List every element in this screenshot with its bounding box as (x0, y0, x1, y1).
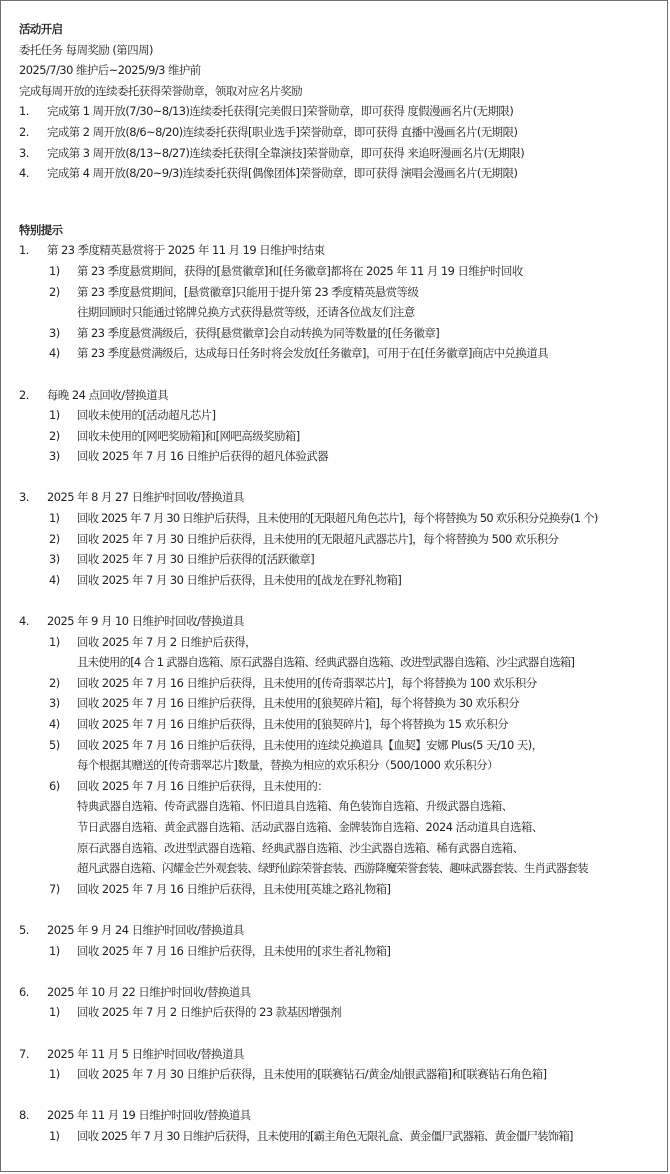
section-number: 8. (19, 1108, 29, 1123)
notice-subitem (19, 714, 661, 735)
notice-section-heading (19, 611, 661, 632)
subitem-text: 第 23 季度悬赏满级后，获得[悬赏徽章]会自动转换为同等数量的[任务徽章] (77, 325, 440, 340)
notice-section-heading (19, 982, 661, 1003)
subitem-number: 3) (49, 325, 60, 340)
notice-subitem (19, 673, 661, 694)
subitem-number: 5) (49, 737, 60, 752)
subitem-text: 回收 2025 年 7 月 16 日维护后获得，且未使用的[狼契碎片箱]，每个将替换为 30 欢乐积分 (77, 696, 520, 711)
subitem-text: 回收 2025 年 7 月 16 日维护后获得，且未使用的[传奇翡翠芯片]，每个将替换为 100 欢乐积分 (77, 675, 537, 690)
subitem-number: 4) (49, 346, 60, 361)
notice-subitem (19, 1002, 661, 1023)
section-text: 2025 年 9 月 24 日维护时回收/替换道具 (47, 922, 244, 937)
notice-subitem (19, 343, 661, 364)
activity-item (19, 163, 661, 184)
subitem-continuation: 原石武器自选箱、改进型武器自选箱、经典武器自选箱、沙尘武器自选箱、稀有武器自选箱、 (77, 840, 524, 855)
item-number: 1. (19, 104, 29, 119)
section-text: 每晚 24 点回收/替换道具 (47, 387, 169, 402)
section-number: 7. (19, 1046, 29, 1061)
subitem-number: 1) (49, 1005, 60, 1020)
subitem-number: 4) (49, 717, 60, 731)
subitem-number: 1) (49, 1128, 60, 1143)
activity-period: 2025/7/30 维护后~2025/9/3 维护前 (19, 63, 201, 78)
activity-item (19, 101, 661, 122)
subitem-text: 回收 2025 年 7 月 16 日维护后获得，且未使用[英雄之路礼物箱] (77, 881, 391, 896)
subitem-text: 第 23 季度悬赏满级后，达成每日任务时将会发放[任务徽章]，可用于在[任务徽章]商店中兑换道具 (77, 346, 549, 361)
notice-subitem (19, 282, 661, 303)
subitem-text: 回收 2025 年 7 月 30 日维护后获得的[活跃徽章] (77, 552, 315, 567)
subitem-text: 回收 2025 年 7 月 30 日维护后获得，且未使用的[无限超凡角色芯片]，每个将替换为 50 欢乐积分兑换券(1 个) (77, 511, 598, 526)
activity-subtitle: 委托任务 每周奖励 (第四周) (19, 42, 153, 57)
notice-subitem (19, 1064, 661, 1085)
section-text: 2025 年 8 月 27 日维护时回收/替换道具 (47, 490, 244, 505)
section-text: 2025 年 10 月 22 日维护时回收/替换道具 (47, 984, 251, 999)
subitem-text: 回收 2025 年 7 月 16 日维护后获得，且未使用的[求生者礼物箱] (77, 943, 391, 958)
subitem-number: 7) (49, 881, 60, 896)
subitem-number: 3) (49, 552, 60, 567)
notice-subitem (19, 508, 661, 529)
section-text: 第 23 季度精英悬赏将于 2025 年 11 月 19 日维护时结束 (47, 243, 325, 258)
subitem-number: 1) (49, 408, 60, 423)
subitem-text: 回收 2025 年 7 月 16 日维护后获得的超凡体验武器 (77, 449, 329, 464)
subitem-number: 4) (49, 572, 60, 587)
notice-subitem (19, 446, 661, 467)
section-number: 1. (19, 243, 29, 258)
notice-subitem (19, 776, 661, 797)
subitem-number: 2) (49, 675, 60, 690)
notice-subitem (19, 1126, 661, 1147)
subitem-text: 回收 2025 年 7 月 30 日维护后获得，且未使用的[战龙在野礼物箱] (77, 572, 402, 587)
notice-section-heading (19, 1044, 661, 1065)
section-number: 6. (19, 984, 29, 999)
subitem-continuation: 每个根据其赠送的[传奇翡翠芯片]数量，替换为相应的欢乐积分（500/1000 欢乐积分） (77, 758, 498, 773)
notice-subitem (19, 405, 661, 426)
item-text: 完成第 3 周开放(8/13~8/27)连续委托获得[全靠演技]荣誉勋章，即可获得 来追呀漫画名片(无期限) (47, 145, 525, 160)
item-number: 2. (19, 124, 29, 139)
subitem-continuation: 往期回顾时只能通过铭牌兑换方式获得悬赏等级，还请各位战友们注意 (77, 305, 415, 320)
notice-subitem (19, 426, 661, 447)
document-content (1, 1, 667, 1146)
item-text: 完成第 1 周开放(7/30~8/13)连续委托获得[完美假日]荣誉勋章，即可获得 度假漫画名片(无期限) (47, 104, 514, 119)
section-number: 5. (19, 922, 29, 937)
subitem-number: 6) (49, 778, 60, 793)
subitem-text: 回收 2025 年 7 月 2 日维护后获得， (77, 634, 257, 649)
activity-item (19, 122, 661, 143)
activity-item (19, 143, 661, 164)
subitem-text: 回收 2025 年 7 月 16 日维护后获得，且未使用的[狼契碎片]，每个将替换为 15 欢乐积分 (77, 717, 509, 731)
subitem-text: 回收未使用的[网吧奖励箱]和[网吧高级奖励箱] (77, 428, 300, 443)
item-text: 完成第 4 周开放(8/20~9/3)连续委托获得[偶像团体]荣誉勋章，即可获得 演唱会漫画名片(无期限) (47, 166, 518, 181)
subitem-number: 1) (49, 634, 60, 649)
subitem-number: 2) (49, 531, 60, 546)
subitem-text: 回收 2025 年 7 月 30 日维护后获得，且未使用的[霸主角色无限礼盒、黄金僵尸武器箱、黄金僵尸装饰箱] (77, 1128, 573, 1143)
notice-subitem (19, 941, 661, 962)
notice-subitem (19, 261, 661, 282)
subitem-text: 回收 2025 年 7 月 30 日维护后获得，且未使用的[联赛钻石/黄金/灿银武器箱]和[联赛钻石角色箱] (77, 1067, 547, 1082)
section-number: 2. (19, 387, 29, 402)
notice-subitem (19, 693, 661, 714)
notice-section-heading (19, 385, 661, 406)
subitem-text: 第 23 季度悬赏期间，[悬赏徽章]只能用于提升第 23 季度精英悬赏等级 (77, 284, 419, 299)
item-text: 完成第 2 周开放(8/6~8/20)连续委托获得[职业选手]荣誉勋章，即可获得 直播中漫画名片(无期限) (47, 124, 518, 139)
subitem-number: 1) (49, 263, 60, 278)
subitem-number: 2) (49, 428, 60, 443)
section-text: 2025 年 11 月 19 日维护时回收/替换道具 (47, 1108, 251, 1123)
notice-section-heading (19, 240, 661, 261)
subitem-text: 回收 2025 年 7 月 30 日维护后获得，且未使用的[无限超凡武器芯片]，每个将替换为 500 欢乐积分 (77, 531, 559, 546)
section-text: 2025 年 11 月 5 日维护时回收/替换道具 (47, 1046, 244, 1061)
subitem-text: 第 23 季度悬赏期间，获得的[悬赏徽章]和[任务徽章]都将在 2025 年 11 月 19 日维护时回收 (77, 263, 523, 278)
subitem-number: 1) (49, 943, 60, 958)
section-number: 3. (19, 490, 29, 505)
notice-section-heading (19, 920, 661, 941)
notice-title: 特别提示 (19, 222, 63, 237)
item-number: 3. (19, 145, 29, 160)
subitem-continuation: 节日武器自选箱、黄金武器自选箱、活动武器自选箱、金牌装饰自选箱、2024 活动道具自选箱、 (77, 819, 543, 834)
activity-title: 活动开启 (19, 22, 63, 36)
notice-subitem (19, 879, 661, 900)
subitem-number: 1) (49, 511, 60, 526)
subitem-number: 3) (49, 696, 60, 711)
notice-subitem (19, 570, 661, 591)
subitem-continuation: 超凡武器自选箱、闪耀金芒外观套装、绿野仙踪荣誉套装、西游降魔荣誉套装、趣味武器套装、生肖武器套装 (77, 861, 588, 876)
notice-section-heading (19, 1105, 661, 1126)
activity-description: 完成每周开放的连续委托获得荣誉勋章，领取对应名片奖励 (19, 83, 303, 98)
item-number: 4. (19, 166, 29, 181)
subitem-text: 回收 2025 年 7 月 16 日维护后获得，且未使用的连续兑换道具【血契】安娜 Plus(5 天/10 天)， (77, 737, 543, 752)
subitem-text: 回收未使用的[活动超凡芯片] (77, 408, 216, 423)
section-number: 4. (19, 614, 29, 629)
notice-section-heading (19, 487, 661, 508)
notice-subitem (19, 323, 661, 344)
notice-subitem (19, 632, 661, 653)
subitem-number: 3) (49, 449, 60, 464)
subitem-text: 回收 2025 年 7 月 16 日维护后获得，且未使用的： (77, 778, 329, 793)
subitem-number: 2) (49, 284, 60, 299)
subitem-text: 回收 2025 年 7 月 2 日维护后获得的 23 款基因增强剂 (77, 1005, 342, 1020)
subitem-number: 1) (49, 1067, 60, 1082)
notice-subitem (19, 549, 661, 570)
subitem-continuation: 特典武器自选箱、传奇武器自选箱、怀旧道具自选箱、角色装饰自选箱、升级武器自选箱、 (77, 799, 513, 814)
notice-subitem (19, 529, 661, 550)
section-text: 2025 年 9 月 10 日维护时回收/替换道具 (47, 614, 244, 629)
notice-subitem (19, 735, 661, 756)
subitem-continuation: 且未使用的[4 合 1 武器自选箱、原石武器自选箱、经典武器自选箱、改进型武器自选箱、沙尘武器自选箱] (77, 655, 575, 670)
